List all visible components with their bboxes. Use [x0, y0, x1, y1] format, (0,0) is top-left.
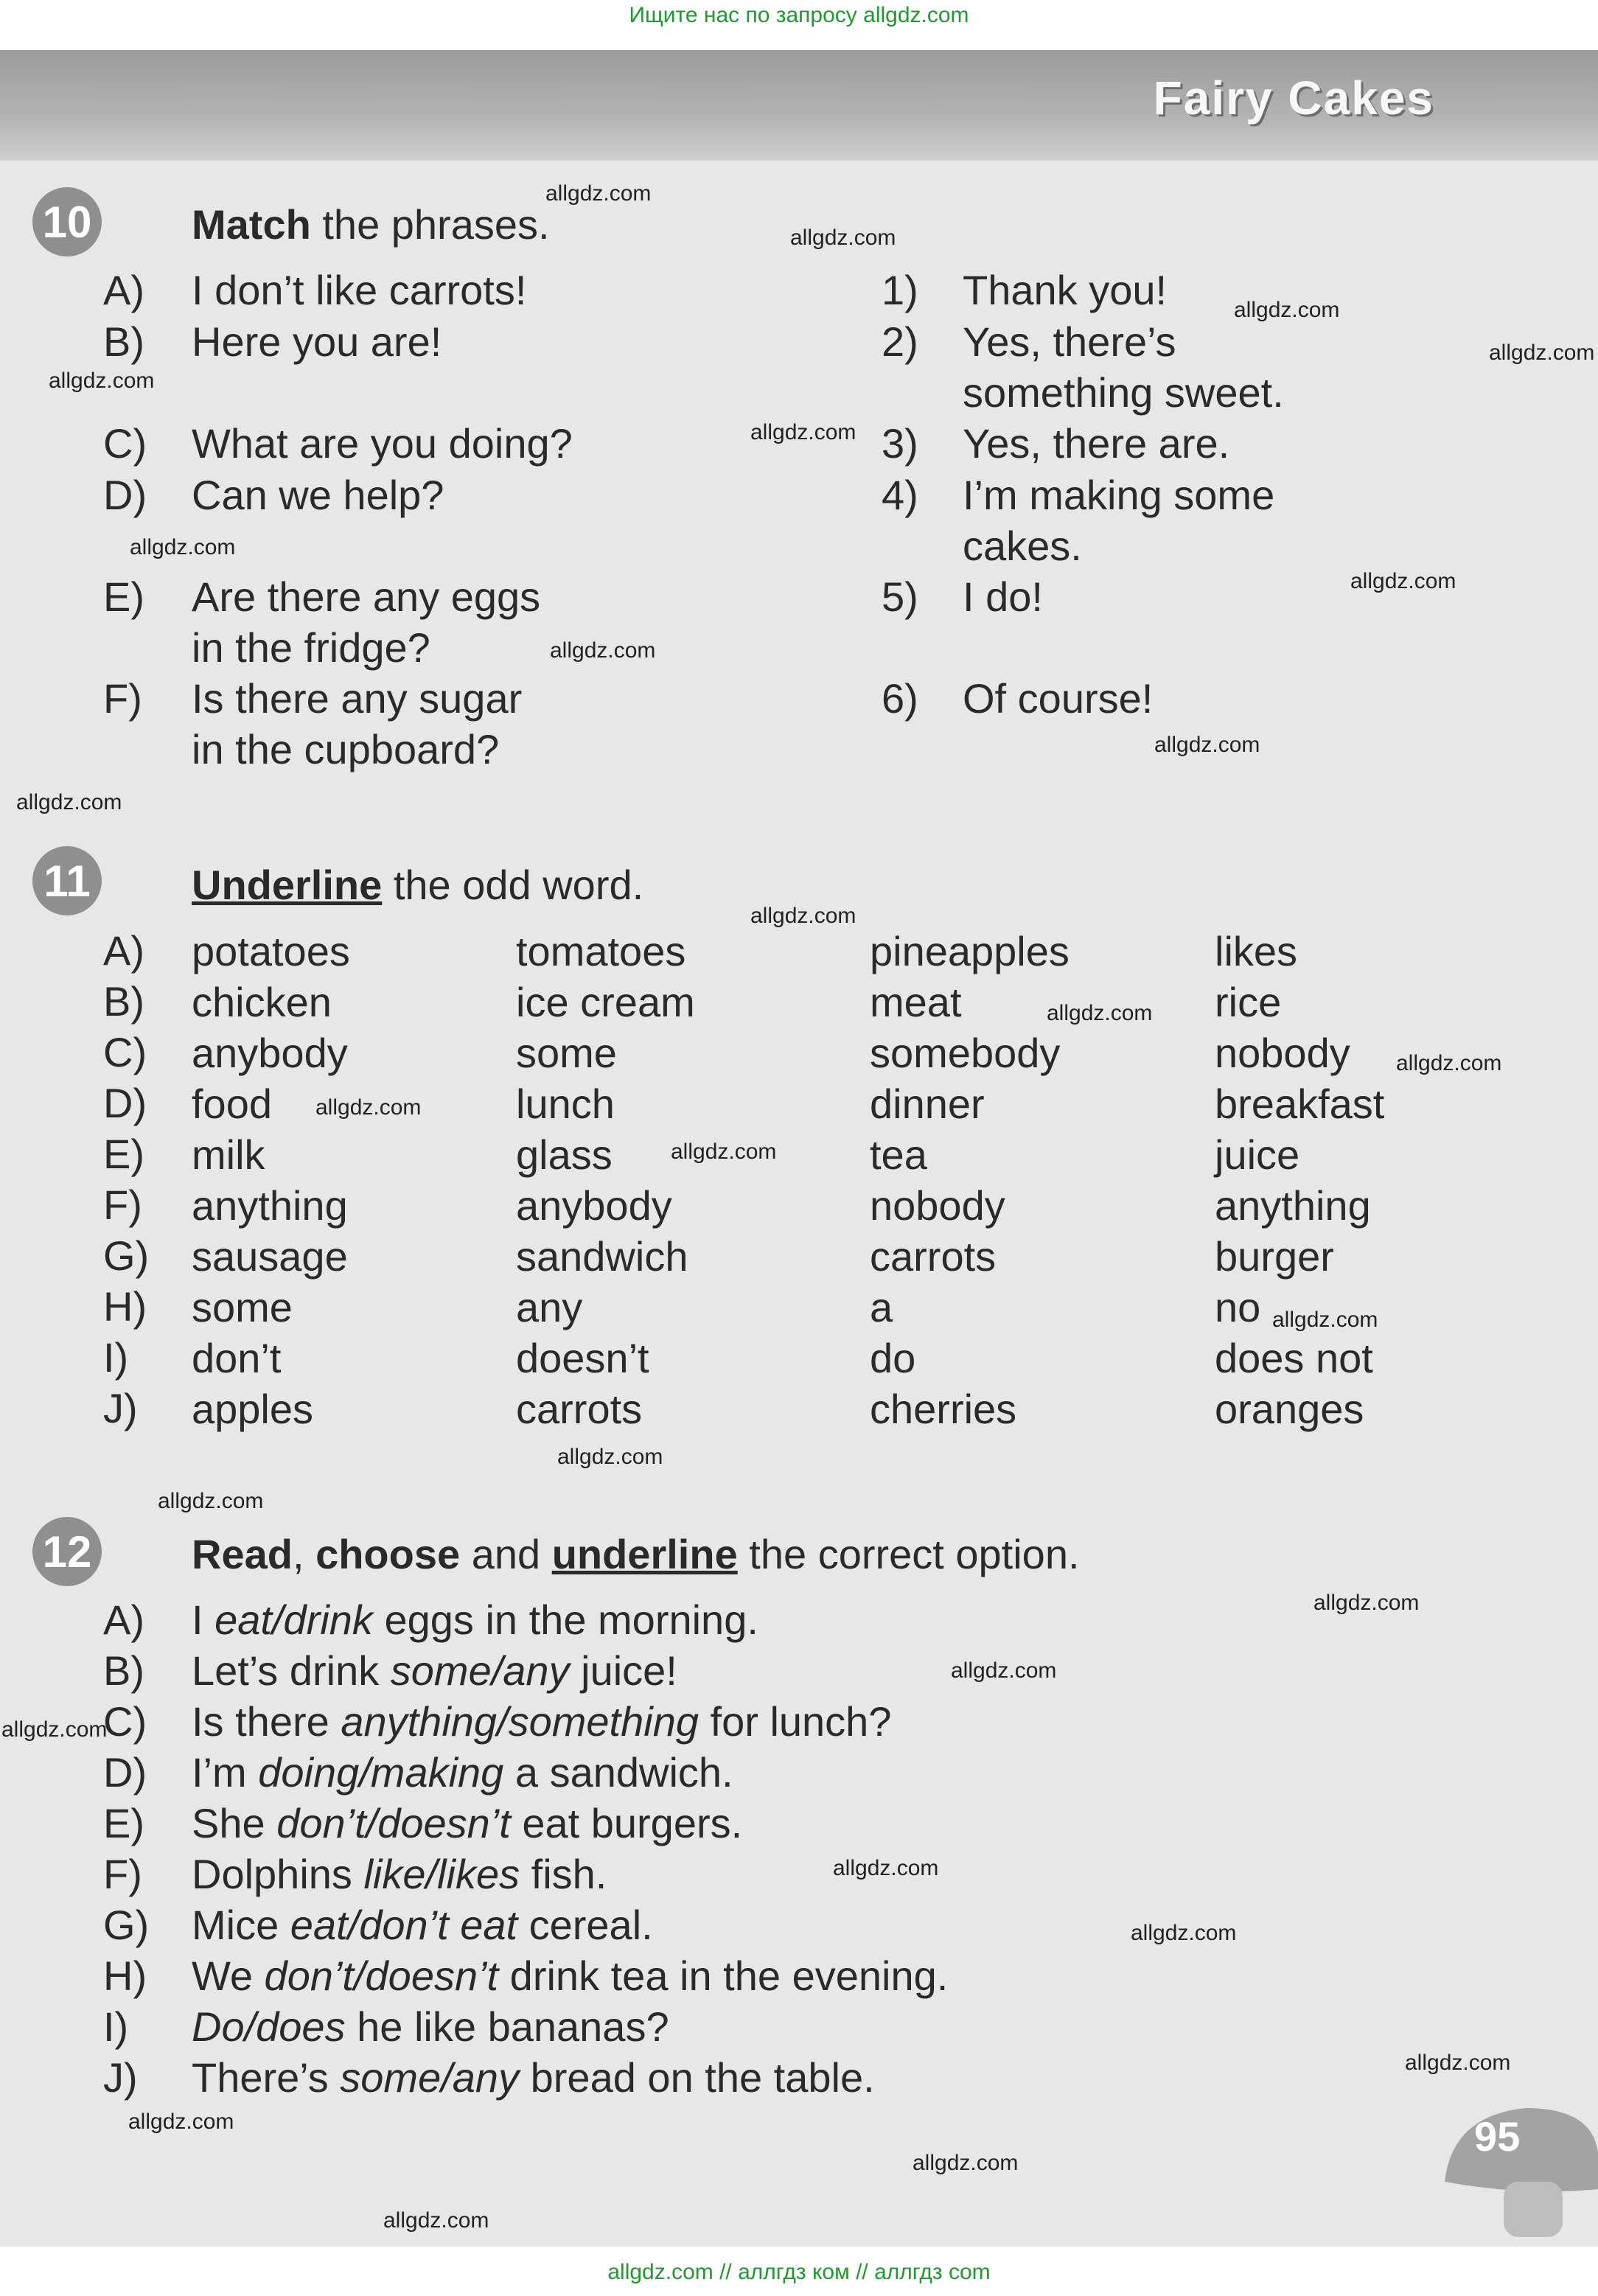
watermark-text: allgdz.com: [557, 1445, 663, 1469]
odd-word-row-letter: J): [103, 1385, 138, 1431]
sentence: [192, 1798, 742, 1849]
sentence-option: some/any: [340, 2054, 520, 2101]
match-right-number: 2): [882, 318, 918, 365]
sentence-option: some/any: [390, 1647, 570, 1694]
sentence-pre: Let’s drink: [192, 1647, 391, 1694]
odd-word-cell: food: [192, 1081, 272, 1127]
top-notice: Ищите нас по запросу allgdz.com: [629, 3, 969, 27]
odd-word-cell: a: [870, 1284, 893, 1330]
odd-word-cell: does not: [1215, 1335, 1373, 1381]
match-left-text: Here you are!: [192, 318, 442, 365]
odd-word-cell: somebody: [870, 1030, 1061, 1076]
match-left-text: Is there any sugar: [192, 675, 523, 722]
watermark-text: allgdz.com: [49, 369, 155, 393]
match-right-text: I’m making some: [963, 472, 1275, 518]
exercise-11-title: [192, 861, 643, 909]
watermark-text: allgdz.com: [545, 181, 652, 206]
odd-word-row-letter: H): [103, 1283, 147, 1330]
sentence-option: don’t/doesn’t: [264, 1953, 499, 1999]
sentence-option: eat/don’t eat: [290, 1902, 518, 1948]
match-left-text: in the fridge?: [192, 624, 430, 671]
sentence-pre: I: [192, 1597, 215, 1643]
watermark-text: allgdz.com: [1154, 733, 1260, 757]
watermark-text: allgdz.com: [1, 1717, 108, 1742]
odd-word-cell: no: [1215, 1284, 1261, 1330]
odd-word-cell: juice: [1215, 1131, 1300, 1178]
odd-word-cell: lunch: [516, 1081, 615, 1127]
sentence-letter: E): [103, 1800, 144, 1846]
odd-word-row-letter: E): [103, 1131, 144, 1177]
watermark-text: allgdz.com: [750, 904, 856, 928]
watermark-text: allgdz.com: [383, 2208, 489, 2233]
title-bold: Match: [192, 201, 311, 248]
match-right-text: Yes, there’s: [963, 318, 1176, 365]
sentence: [192, 1748, 733, 1798]
match-right-number: 3): [882, 420, 918, 467]
odd-word-cell: some: [192, 1284, 293, 1330]
title-underline: underline: [551, 1531, 738, 1577]
sentence-post: fish.: [520, 1851, 607, 1897]
match-left-letter: A): [103, 267, 144, 313]
sentence: [192, 1646, 677, 1696]
odd-word-cell: chicken: [192, 979, 332, 1025]
exercise-12-title: [192, 1530, 1080, 1578]
watermark-text: allgdz.com: [1234, 298, 1340, 322]
odd-word-cell: doesn’t: [516, 1335, 649, 1381]
odd-word-row-letter: G): [103, 1232, 150, 1279]
sentence-letter: G): [103, 1902, 150, 1948]
sentence-pre: She: [192, 1800, 277, 1846]
match-left-text: Can we help?: [192, 472, 444, 518]
odd-word-cell: any: [516, 1284, 583, 1330]
sentence-pre: There’s: [192, 2054, 341, 2101]
match-right-text: cakes.: [963, 523, 1082, 569]
sentence-option: like/likes: [363, 1851, 520, 1897]
page-number: 95: [1474, 2113, 1521, 2160]
sentence-letter: J): [103, 2054, 138, 2101]
watermark-text: allgdz.com: [128, 2110, 234, 2134]
watermark-text: allgdz.com: [550, 638, 656, 663]
odd-word-cell: pineapples: [870, 928, 1070, 974]
sentence-letter: F): [103, 1851, 142, 1897]
sentence-pre: We: [192, 1953, 265, 1999]
odd-word-cell: rice: [1215, 979, 1282, 1025]
watermark-text: allgdz.com: [790, 226, 896, 250]
odd-word-row-letter: I): [103, 1334, 129, 1381]
exercise-12-badge: 12: [32, 1517, 102, 1586]
odd-word-cell: burger: [1215, 1233, 1334, 1280]
sentence-post: bread on the table.: [519, 2054, 875, 2101]
title-underlined: Underline: [192, 862, 383, 908]
title-read: Read: [192, 1531, 293, 1577]
sentence-post: he like bananas?: [345, 2003, 669, 2050]
odd-word-cell: breakfast: [1215, 1081, 1385, 1127]
sentence-letter: D): [103, 1749, 147, 1796]
match-left-letter: E): [103, 573, 144, 620]
watermark-text: allgdz.com: [1131, 1921, 1237, 1945]
title-rest: the correct option.: [749, 1531, 1080, 1577]
watermark-text: allgdz.com: [1047, 1001, 1153, 1025]
watermark-text: allgdz.com: [833, 1856, 939, 1880]
sentence-pre: Dolphins: [192, 1851, 364, 1897]
match-left-letter: F): [103, 675, 142, 722]
watermark-text: allgdz.com: [315, 1095, 422, 1120]
sentence: [192, 1900, 653, 1950]
watermark-text: allgdz.com: [130, 535, 236, 559]
match-left-text: Are there any eggs: [192, 573, 541, 620]
sentence-letter: B): [103, 1647, 144, 1694]
sentence-option: doing/making: [258, 1749, 504, 1796]
exercise-10-title: [192, 200, 550, 248]
sentence: [192, 1595, 758, 1645]
watermark-text: allgdz.com: [158, 1489, 264, 1513]
sentence: [192, 1849, 607, 1899]
sentence-option: don’t/doesn’t: [276, 1800, 511, 1846]
sentence-pre: Mice: [192, 1902, 290, 1948]
odd-word-cell: likes: [1215, 928, 1298, 974]
sentence-letter: A): [103, 1597, 144, 1643]
sentence-pre: I’m: [192, 1749, 259, 1796]
sentence-letter: I): [103, 2003, 129, 2050]
match-left-text: What are you doing?: [192, 420, 573, 467]
odd-word-row-letter: F): [103, 1182, 142, 1228]
odd-word-cell: anybody: [516, 1182, 672, 1229]
sentence-post: drink tea in the evening.: [498, 1953, 949, 1999]
watermark-text: allgdz.com: [1489, 341, 1595, 365]
sentence-post: eggs in the morning.: [372, 1597, 758, 1643]
odd-word-cell: tea: [870, 1131, 927, 1178]
watermark-text: allgdz.com: [1313, 1591, 1420, 1615]
match-left-text: I don’t like carrots!: [192, 267, 527, 313]
odd-word-cell: sausage: [192, 1233, 348, 1280]
exercise-11-badge: 11: [32, 846, 102, 915]
watermark-text: allgdz.com: [913, 2151, 1019, 2175]
odd-word-cell: carrots: [870, 1233, 997, 1280]
odd-word-cell: anybody: [192, 1030, 348, 1076]
odd-word-cell: oranges: [1215, 1386, 1364, 1432]
match-left-letter: B): [103, 318, 144, 365]
odd-word-cell: don’t: [192, 1335, 282, 1381]
title-rest: the phrases.: [322, 201, 550, 248]
odd-word-cell: carrots: [516, 1386, 643, 1432]
odd-word-cell: ice cream: [516, 979, 695, 1025]
sentence-post: for lunch?: [698, 1698, 892, 1745]
watermark-text: allgdz.com: [1396, 1051, 1502, 1075]
exercise-10-badge: 10: [32, 187, 102, 257]
sentence-post: juice!: [569, 1647, 677, 1694]
match-right-number: 1): [882, 267, 918, 313]
sentence-post: eat burgers.: [510, 1800, 743, 1846]
match-right-number: 5): [882, 573, 918, 620]
sentence-post: a sandwich.: [503, 1749, 733, 1796]
sentence: [192, 1697, 891, 1747]
match-left-letter: D): [103, 472, 147, 518]
watermark-text: allgdz.com: [951, 1658, 1057, 1683]
watermark-text: allgdz.com: [16, 790, 122, 814]
odd-word-cell: sandwich: [516, 1233, 688, 1280]
title-rest: the odd word.: [393, 862, 644, 908]
odd-word-cell: some: [516, 1030, 617, 1076]
sentence-post: cereal.: [517, 1902, 653, 1948]
match-right-text: something sweet.: [963, 369, 1284, 416]
odd-word-cell: nobody: [1215, 1030, 1350, 1076]
odd-word-cell: cherries: [870, 1386, 1017, 1432]
sentence-letter: C): [103, 1698, 147, 1745]
sentence: [192, 2002, 669, 2052]
match-right-text: Of course!: [963, 675, 1154, 722]
sentence-option: anything/something: [341, 1698, 699, 1745]
watermark-text: allgdz.com: [671, 1140, 777, 1164]
match-left-letter: C): [103, 420, 147, 467]
odd-word-row-letter: A): [103, 927, 144, 974]
odd-word-cell: apples: [192, 1386, 314, 1432]
title-and: and: [471, 1531, 541, 1577]
odd-word-cell: do: [870, 1335, 916, 1381]
odd-word-cell: dinner: [870, 1081, 985, 1127]
match-right-text: Yes, there are.: [963, 420, 1230, 467]
odd-word-row-letter: B): [103, 978, 144, 1025]
odd-word-cell: nobody: [870, 1182, 1005, 1229]
sentence-option: Do/does: [192, 2003, 346, 2050]
match-left-text: in the cupboard?: [192, 726, 500, 772]
sentence-option: eat/drink: [214, 1597, 373, 1643]
match-right-number: 4): [882, 472, 918, 518]
footer-links[interactable]: allgdz.com // аллгдз ком // аллгдз com: [607, 2260, 991, 2284]
match-right-number: 6): [882, 675, 918, 722]
page-title: Fairy Cakes: [1153, 71, 1434, 125]
watermark-text: allgdz.com: [1405, 2051, 1511, 2075]
odd-word-cell: potatoes: [192, 928, 350, 974]
odd-word-cell: milk: [192, 1131, 265, 1178]
odd-word-cell: anything: [192, 1182, 348, 1229]
odd-word-cell: tomatoes: [516, 928, 686, 974]
odd-word-cell: glass: [516, 1131, 613, 1178]
sentence-pre: Is there: [192, 1698, 341, 1745]
odd-word-cell: meat: [870, 979, 962, 1025]
odd-word-cell: anything: [1215, 1182, 1371, 1229]
sentence: [192, 1951, 948, 2001]
match-right-text: I do!: [963, 573, 1043, 620]
title-comma: ,: [292, 1531, 304, 1577]
sentence: [192, 2053, 875, 2103]
sentence-letter: H): [103, 1953, 147, 1999]
watermark-text: allgdz.com: [750, 420, 856, 444]
odd-word-row-letter: D): [103, 1080, 147, 1126]
match-right-text: Thank you!: [963, 267, 1168, 313]
title-choose: choose: [315, 1531, 461, 1577]
watermark-text: allgdz.com: [1350, 569, 1456, 593]
odd-word-row-letter: C): [103, 1029, 147, 1075]
watermark-text: allgdz.com: [1272, 1308, 1378, 1332]
